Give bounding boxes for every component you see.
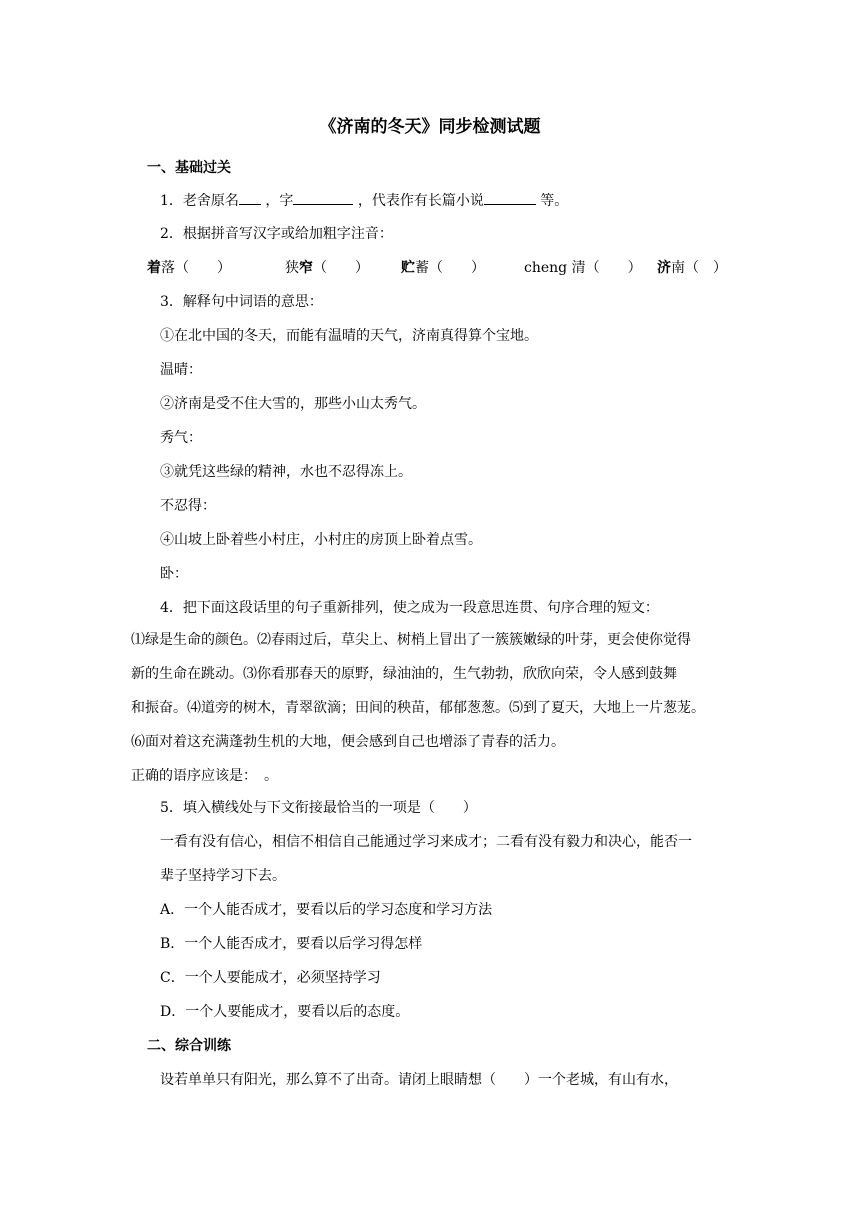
q1-blank-name [239,190,261,205]
q3-word-1: 温晴： [160,362,202,378]
q3-sentence-2: ②济南是受不住大雪的，那些小山太秀气。 [160,396,426,412]
q3-word-2: 秀气： [160,430,202,446]
q5-text-1: 一看有没有信心，相信不相信自己能通过学习来成才；二看有没有毅力和决心，能否一 [160,834,692,850]
training-paragraph: 设若单单只有阳光，那么算不了出奇。请闭上眼睛想（ ）一个老城，有山有水， [160,1072,678,1088]
q2-item-1: 着落（ ） [147,260,231,276]
q2-item-2: 狭窄（ ） [285,260,369,276]
q4-passage-line-2: 新的生命在跳动。⑶你看那春天的原野，绿油油的，生气勃勃，欣欣向荣，令人感到鼓舞 [131,666,677,682]
q3-sentence-4: ④山坡上卧着些小村庄，小村庄的房顶上卧着点雪。 [160,532,482,548]
q5-option-d: D．一个人要能成才，要看以后的态度。 [160,1004,410,1020]
q2-item-5: 济南（ ） [657,260,727,276]
q1-blank-novel [484,190,536,205]
section-heading-basics: 一、基础过关 [147,160,231,176]
section-heading-training: 二、综合训练 [147,1038,231,1054]
q3-sentence-1: ①在北中国的冬天，而能有温晴的天气，济南真得算个宝地。 [160,328,538,344]
page-title: 《济南的冬天》同步检测试题 [319,117,541,137]
q2-item-4: cheng 清（ ） [524,260,642,276]
q5-option-b: B．一个人能否成才，要看以后学习得怎样 [160,936,423,952]
q1-text-3: ，代表作有长篇小说 [357,193,484,209]
q4-passage-line-3: 和振奋。⑷道旁的树木，青翠欲滴；田间的秧苗，郁郁葱葱。⑸到了夏天，大地上一片葱茏。 [131,700,705,716]
q1-text-2: ，字 [265,193,294,209]
question-1 [160,190,568,211]
q5-text-2: 辈子坚持学习下去。 [160,868,286,884]
q4-passage-line-4: ⑹面对着这充满蓬勃生机的大地，便会感到自己也增添了青春的活力。 [131,734,565,750]
q1-blank-courtesy [293,190,353,205]
q4-passage-line-1: ⑴绿是生命的颜色。⑵春雨过后，草尖上、树梢上冒出了一簇簇嫩绿的叶芽，更会使你觉得 [131,632,691,648]
question-4-stem: 4．把下面这段话里的句子重新排列，使之成为一段意思连贯、句序合理的短文： [160,600,659,616]
q3-word-3: 不忍得： [160,498,216,514]
q3-sentence-3: ③就凭这些绿的精神，水也不忍得冻上。 [160,464,412,480]
question-5-stem: 5．填入横线处与下文衔接最恰当的一项是（ ） [160,800,477,816]
q5-option-a: A．一个人能否成才，要看以后的学习态度和学习方法 [160,902,493,918]
q4-answer-line: 正确的语序应该是： 。 [131,768,278,784]
question-2-stem: 2．根据拼音写汉字或给加粗字注音： [160,226,393,242]
q5-option-c: C．一个人要能成才，必须坚持学习 [160,970,381,986]
q1-text-4: 等。 [540,193,569,209]
q3-word-4: 卧： [160,566,188,582]
q2-item-3: 贮蓄（ ） [401,260,485,276]
question-3-stem: 3．解释句中词语的意思： [160,294,323,310]
q1-text-1: 1．老舍原名 [160,193,239,209]
